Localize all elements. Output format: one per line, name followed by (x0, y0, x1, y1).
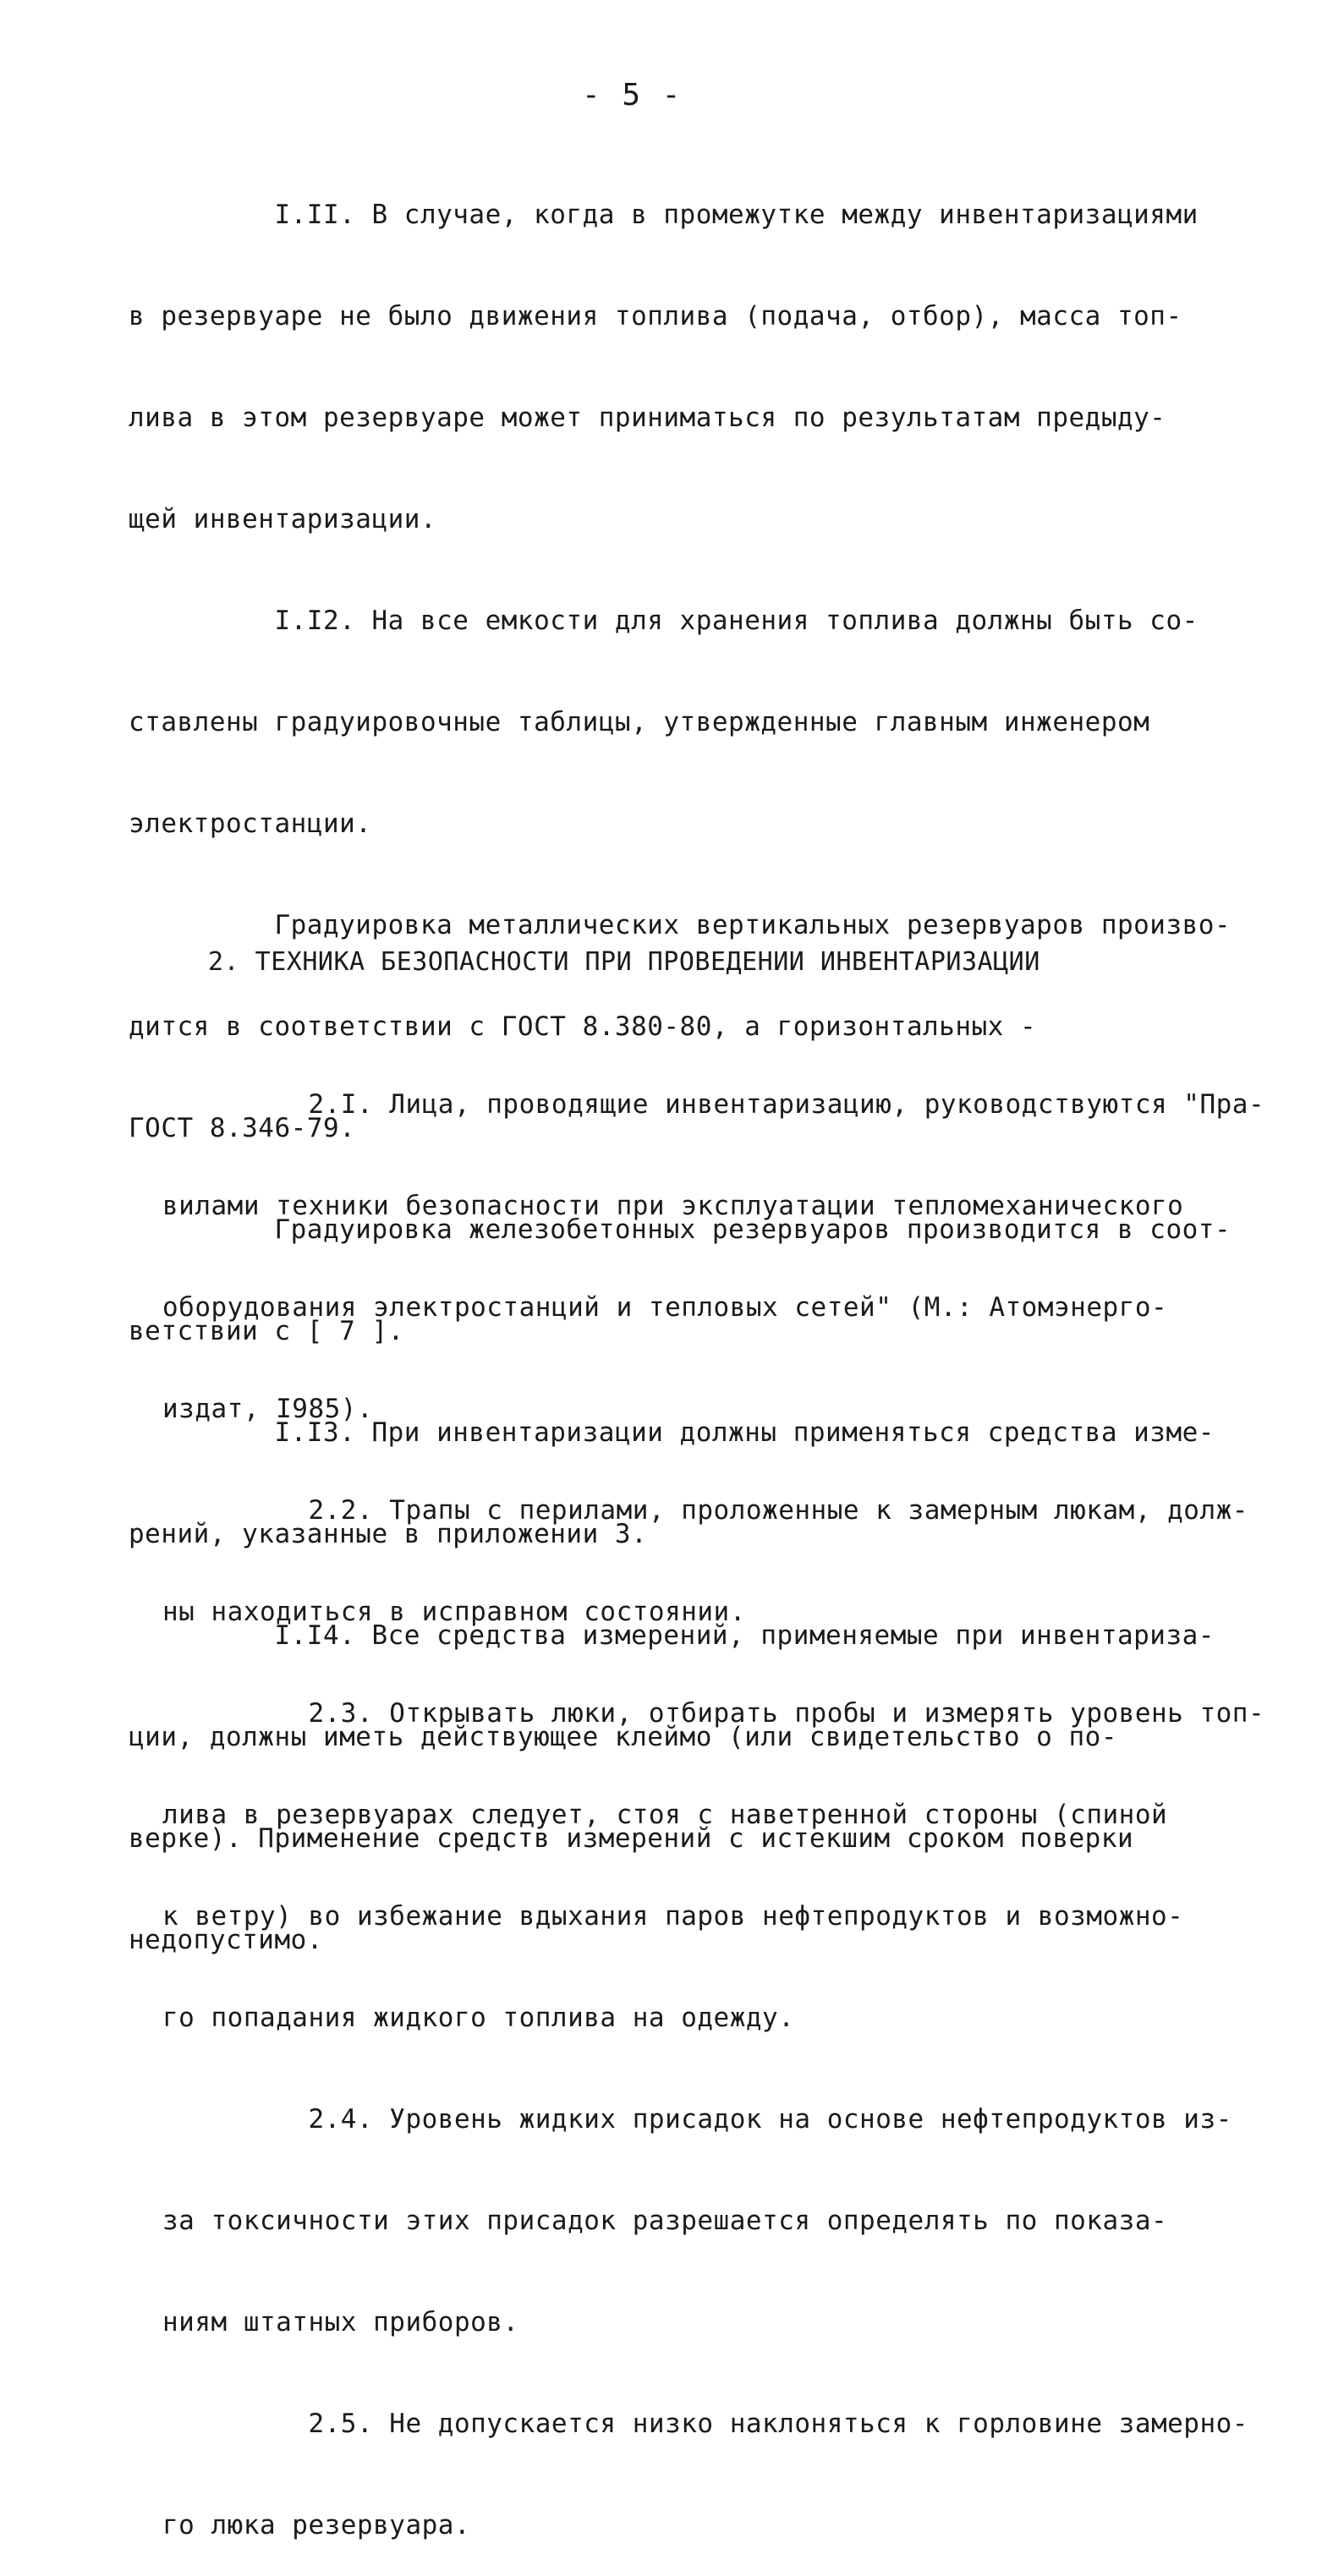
text-line: издат, I985). (162, 1394, 374, 1424)
text-line: I.I2. На все емкости для хранения топлива должны быть со- (129, 606, 1199, 636)
text-line: 2.4. Уровень жидких присадок на основе нефтепродуктов из- (162, 2104, 1232, 2135)
text-line: 2.5. Не допускается низко наклоняться к горловине замерно- (162, 2409, 1248, 2439)
text-line: недопустимо. (129, 1925, 323, 1955)
text-line: ветствии с [ 7 ]. (129, 1316, 404, 1346)
text-line: к ветру) во избежание вдыхания паров нефтепродуктов и возможно- (162, 1901, 1184, 1932)
text-line: верке). Применение средств измерений с истекшим сроком поверки (129, 1823, 1134, 1854)
text-line: 2.3. Открывать люки, отбирать пробы и измерять уровень топ- (162, 1698, 1265, 1729)
text-line: го попадания жидкого топлива на одежду. (162, 2003, 795, 2033)
text-line: го люка резервуара. (162, 2510, 471, 2540)
text-line: I.I4. Все средства измерений, применяемые при инвентариза- (129, 1620, 1215, 1651)
text-line: за токсичности этих присадок разрешается определять по показа- (162, 2206, 1168, 2236)
text-line: в резервуаре не было движения топлива (подача, отбор), масса топ- (129, 301, 1182, 332)
text-line: щей инвентаризации. (129, 504, 437, 534)
text-line: Градуировка металлических вертикальных резервуаров произво- (129, 910, 1232, 940)
text-line: ниям штатных приборов. (162, 2307, 519, 2338)
text-line: ны находиться в исправном состоянии. (162, 1597, 746, 1627)
text-line: лива в резервуарах следует, стоя с наветренной стороны (спиной (162, 1800, 1168, 1830)
text-line: ции, должны иметь действующее клеймо (или свидетельство о по- (129, 1722, 1117, 1752)
text-line: 2.2. Трапы с перилами, проложенные к замерным люкам, долж- (162, 1495, 1248, 1526)
text-line: вилами техники безопасности при эксплуатации тепломеханического (162, 1191, 1184, 1221)
text-line: оборудования электростанций и тепловых сетей" (М.: Атомэнерго- (162, 1292, 1168, 1323)
text-line: ГОСТ 8.346-79. (129, 1113, 356, 1143)
text-line: Градуировка железобетонных резервуаров производится в соот- (129, 1214, 1232, 1245)
text-line: лива в этом резервуаре может приниматься по результатам предыду- (129, 403, 1166, 433)
text-line: I.I3. При инвентаризации должны применяться средства изме- (129, 1417, 1215, 1448)
text-line: дится в соответствии с ГОСТ 8.380-80, а горизонтальных - (129, 1011, 1037, 1042)
section-2-text (162, 1023, 1264, 2576)
text-line: электростанции. (129, 808, 372, 839)
page-number: - 5 - (582, 78, 683, 112)
text-line: рений, указанные в приложении 3. (129, 1519, 648, 1549)
text-line: ставлены градуировочные таблицы, утвержденные главным инженером (129, 707, 1150, 737)
section-2-heading: 2. ТЕХНИКА БЕЗОПАСНОСТИ ПРИ ПРОВЕДЕНИИ ИНВЕНТАРИЗАЦИИ (208, 947, 1040, 977)
text-line: I.II. В случае, когда в промежутке между инвентаризациями (129, 200, 1199, 230)
text-line: 2.I. Лица, проводящие инвентаризацию, руководствуются "Пра- (162, 1089, 1265, 1120)
